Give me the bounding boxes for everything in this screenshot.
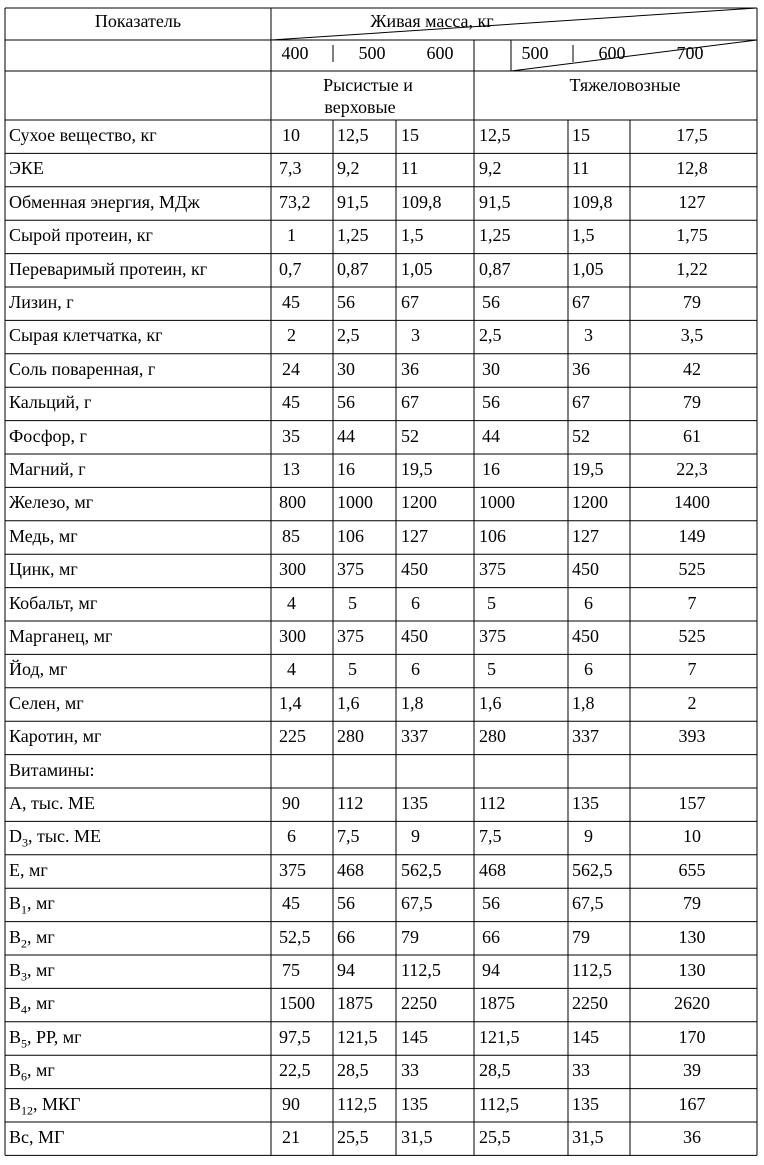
- table-cell: 25,5: [337, 1127, 369, 1147]
- row-label-tail: , мг: [27, 893, 55, 914]
- table-cell: 56: [337, 292, 355, 312]
- row-label: [9, 794, 95, 812]
- indicator-header: Показатель: [94, 11, 182, 31]
- table-cell: 12,5: [337, 125, 369, 145]
- table-cell: 19,5: [572, 459, 604, 479]
- row-label-text: В: [9, 1093, 22, 1114]
- table-cell: 24: [282, 358, 300, 379]
- table-cell: 0,87: [337, 258, 369, 279]
- table-cell: 21: [282, 1127, 300, 1147]
- table-cell: 22,5: [279, 1060, 311, 1081]
- table-cell: 15: [572, 125, 590, 145]
- table-cell: 121,5: [479, 1026, 520, 1047]
- table-cell: 109,8: [572, 191, 613, 212]
- table-cell: 121,5: [337, 1026, 378, 1047]
- table-cell: 5: [348, 592, 357, 613]
- table-cell: 1500: [279, 993, 315, 1014]
- table-cell: 73,2: [279, 191, 311, 212]
- table-cell: 170: [678, 1026, 706, 1047]
- row-label: [9, 126, 157, 144]
- row-label-text: Фосфор, г: [9, 425, 87, 446]
- table-cell: 4: [287, 659, 296, 680]
- table-cell: 79: [683, 893, 701, 914]
- table-cell: 90: [282, 793, 300, 813]
- table-cell: 0,7: [279, 258, 302, 279]
- table-cell: 79: [683, 292, 701, 312]
- table-cell: 2: [687, 692, 697, 713]
- row-label-text: D: [9, 826, 22, 847]
- table-cell: 1000: [337, 492, 373, 513]
- row-label: [9, 1128, 64, 1146]
- table-cell: 28,5: [337, 1060, 369, 1081]
- row-label-tail: , тыс. МЕ: [28, 826, 101, 847]
- table-cell: 562,5: [572, 859, 613, 880]
- table-cell: 7,5: [337, 826, 360, 847]
- table-cell: 7,5: [479, 826, 502, 847]
- table-cell: 91,5: [337, 191, 369, 212]
- table-cell: 85: [282, 525, 300, 546]
- table-cell: 2,5: [479, 325, 502, 346]
- row-label-text: Цинк, мг: [9, 559, 78, 580]
- table-cell: 1,6: [337, 692, 360, 713]
- table-cell: 800: [279, 492, 306, 513]
- table-cell: 30: [337, 358, 355, 379]
- row-label: [9, 193, 200, 211]
- row-label-subscript: 5: [21, 1036, 28, 1051]
- table-cell: 1,5: [572, 225, 595, 246]
- table-cell: 3: [411, 325, 420, 346]
- row-label: [9, 694, 84, 712]
- table-cell: 127: [401, 525, 428, 546]
- row-label-tail: , мг: [27, 926, 55, 947]
- table-cell: 525: [678, 559, 706, 580]
- table-cell: 9,2: [479, 158, 502, 179]
- row-label-text: В: [9, 893, 22, 914]
- table-cell: 225: [279, 726, 306, 747]
- row-label: [9, 894, 55, 916]
- table-cell: 35: [282, 425, 300, 446]
- table-cell: 167: [678, 1093, 706, 1114]
- table-cell: 127: [678, 191, 706, 212]
- row-label-text: Кобальт, мг: [9, 592, 98, 613]
- table-cell: 6: [411, 592, 420, 613]
- row-label: [9, 493, 93, 511]
- row-label: [9, 827, 101, 849]
- table-cell: 135: [572, 793, 599, 813]
- row-label: [9, 560, 78, 578]
- row-label-tail: , РР, мг: [27, 1026, 82, 1047]
- table-cell: 450: [572, 559, 599, 580]
- table-cell: 300: [279, 626, 306, 646]
- weight-500-header: 500: [358, 43, 386, 63]
- row-label-text: В: [9, 926, 22, 947]
- row-label-text: Вс, МГ: [9, 1127, 65, 1147]
- table-cell: 79: [401, 926, 419, 947]
- row-label-subscript: 4: [21, 1002, 28, 1017]
- row-label: [9, 928, 55, 950]
- table-cell: 468: [337, 859, 364, 880]
- table-cell: 450: [401, 559, 428, 580]
- table-cell: 130: [678, 926, 706, 947]
- row-label-subscript: 3: [22, 835, 28, 850]
- table-cell: 337: [572, 726, 599, 747]
- row-label-text: Медь, мг: [9, 525, 78, 546]
- table-cell: 1,4: [279, 692, 302, 713]
- table-cell: 52: [572, 425, 590, 446]
- table-cell: 145: [401, 1026, 428, 1047]
- table-cell: 337: [401, 726, 428, 747]
- row-label-text: Железо, мг: [9, 492, 94, 513]
- table-cell: 11: [572, 158, 590, 179]
- table-cell: 67: [401, 392, 419, 413]
- table-cell: 9: [411, 826, 420, 847]
- row-label-text: Соль поваренная, г: [9, 358, 156, 379]
- table-cell: 1,75: [676, 225, 708, 246]
- table-cell: 79: [683, 392, 701, 413]
- weight-600-heavy-header: 600: [598, 43, 626, 63]
- table-cell: 6: [584, 659, 593, 680]
- row-label: [9, 527, 78, 545]
- row-label: [9, 226, 153, 244]
- table-cell: 12,5: [479, 125, 511, 145]
- row-label: [9, 1061, 55, 1083]
- table-cell: 6: [411, 659, 420, 680]
- table-cell: 655: [678, 859, 706, 880]
- table-cell: 56: [482, 392, 500, 413]
- table-cell: 45: [282, 292, 300, 312]
- table-cell: 112,5: [337, 1093, 377, 1114]
- table-cell: 106: [337, 525, 364, 546]
- row-label: [9, 326, 162, 344]
- row-label-text: Йод, мг: [9, 659, 68, 680]
- table-cell: 112: [337, 793, 364, 813]
- table-cell: 94: [337, 960, 355, 980]
- row-label-text: В: [9, 993, 22, 1014]
- table-cell: 135: [572, 1093, 599, 1114]
- table-cell: 15: [401, 125, 419, 145]
- table-cell: 66: [337, 926, 355, 947]
- row-label-text: Витамины:: [9, 759, 95, 780]
- table-cell: 1875: [337, 993, 373, 1014]
- row-label-subscript: 3: [21, 969, 28, 984]
- table-cell: 56: [337, 392, 355, 413]
- weight-700-heavy-header: 700: [676, 43, 704, 63]
- table-cell: 13: [282, 459, 300, 479]
- table-cell: 67: [401, 292, 419, 312]
- table-cell: 109,8: [401, 191, 442, 212]
- table-cell: 10: [282, 125, 300, 145]
- table-cell: 56: [337, 893, 355, 914]
- table-cell: 75: [282, 960, 300, 980]
- table-cell: 6: [287, 826, 296, 847]
- table-cell: 280: [337, 726, 364, 747]
- table-cell: 45: [282, 893, 300, 914]
- row-label-subscript: 2: [21, 936, 28, 951]
- table-cell: 5: [487, 659, 496, 680]
- table-cell: 36: [683, 1127, 701, 1147]
- table-cell: 1,5: [401, 225, 424, 246]
- row-label: [9, 159, 44, 177]
- table-cell: 12,8: [676, 158, 708, 179]
- table-cell: 79: [572, 926, 590, 947]
- table-cell: 17,5: [676, 125, 708, 145]
- table-cell: 16: [337, 459, 355, 479]
- table-cell: 67,5: [401, 893, 433, 914]
- table-cell: 67,5: [572, 893, 604, 914]
- row-label: [9, 761, 94, 779]
- row-label-text: Сухое вещество, кг: [9, 125, 157, 145]
- table-cell: 525: [678, 626, 706, 646]
- table-cell: 450: [572, 626, 599, 646]
- table-cell: 52: [401, 425, 419, 446]
- table-cell: 5: [487, 592, 496, 613]
- table-cell: 28,5: [479, 1060, 511, 1081]
- table-cell: 36: [401, 358, 419, 379]
- table-cell: 45: [282, 392, 300, 413]
- table-cell: 44: [482, 425, 500, 446]
- table-cell: 31,5: [401, 1127, 433, 1147]
- table-cell: 56: [482, 292, 500, 312]
- row-label-subscript: 12: [21, 1103, 34, 1118]
- table-cell: 135: [401, 1093, 428, 1114]
- table-cell: 7: [687, 592, 697, 613]
- table-cell: 10: [683, 826, 701, 847]
- row-label: [9, 460, 86, 478]
- table-cell: 1200: [572, 492, 608, 513]
- table-cell: 9: [584, 826, 593, 847]
- row-label-text: Сырая клетчатка, кг: [9, 325, 163, 346]
- row-label-text: Обменная энергия, МДж: [9, 191, 200, 212]
- row-label-tail: , мг: [27, 993, 55, 1014]
- table-cell: 2620: [674, 993, 710, 1014]
- table-cell: 33: [572, 1060, 590, 1081]
- table-cell: 52,5: [279, 926, 311, 947]
- table-cell: 39: [683, 1060, 701, 1081]
- row-label-tail: , мг: [27, 1060, 55, 1081]
- table-cell: 375: [337, 626, 364, 646]
- table-cell: 280: [479, 726, 506, 747]
- row-label-text: Каротин, мг: [9, 726, 102, 747]
- table-cell: 91,5: [479, 191, 511, 212]
- row-label: [9, 260, 207, 278]
- row-label-text: ЭКЕ: [9, 158, 44, 179]
- table-cell: 0,87: [479, 258, 511, 279]
- table-cell: 33: [401, 1060, 419, 1081]
- table-cell: 112: [479, 793, 506, 813]
- table-cell: 6: [584, 592, 593, 613]
- row-label-text: Селен, мг: [9, 692, 84, 713]
- trotter-riding-header-2: верховые: [324, 97, 396, 117]
- row-label: [9, 727, 101, 745]
- table-cell: 157: [678, 793, 706, 813]
- row-label-text: В: [9, 1060, 22, 1081]
- weight-400-header: 400: [281, 43, 309, 63]
- table-cell: 7: [687, 659, 697, 680]
- table-cell: 375: [479, 626, 506, 646]
- row-label: [9, 1095, 80, 1117]
- table-cell: 1400: [674, 492, 710, 513]
- table-cell: 1200: [401, 492, 437, 513]
- table-cell: 30: [482, 358, 500, 379]
- table-cell: 67: [572, 392, 590, 413]
- table-cell: 106: [479, 525, 506, 546]
- table-cell: 1,22: [676, 258, 708, 279]
- table-cell: 25,5: [479, 1127, 511, 1147]
- table-cell: 1000: [479, 492, 515, 513]
- table-cell: 127: [572, 525, 599, 546]
- table-cell: 2250: [572, 993, 608, 1014]
- table-cell: 562,5: [401, 859, 442, 880]
- table-cell: 67: [572, 292, 590, 312]
- table-cell: 90: [282, 1093, 300, 1114]
- table-cell: 19,5: [401, 459, 433, 479]
- table-cell: 22,3: [676, 459, 708, 479]
- row-label-text: Переваримый протеин, кг: [9, 258, 208, 279]
- row-label-text: А, тыс. МЕ: [9, 793, 95, 813]
- row-label-text: Марганец, мг: [9, 626, 113, 646]
- table-cell: 3: [584, 325, 593, 346]
- table-cell: 1,25: [479, 225, 511, 246]
- table-cell: 1,6: [479, 692, 502, 713]
- row-label: [9, 994, 55, 1016]
- live-mass-header: Живая масса, кг: [370, 11, 494, 31]
- table-cell: 42: [683, 358, 701, 379]
- row-label: [9, 861, 48, 879]
- row-label-tail: , мг: [27, 960, 55, 980]
- row-label-text: В: [9, 960, 22, 980]
- table-cell: 94: [482, 960, 500, 980]
- trotter-riding-header: Рысистые и: [323, 75, 413, 95]
- weight-500-heavy-header: 500: [521, 43, 549, 63]
- weight-600-header: 600: [426, 43, 454, 63]
- table-cell: 2,5: [337, 325, 360, 346]
- row-label-subscript: 6: [21, 1069, 28, 1084]
- row-label: [9, 961, 55, 983]
- table-cell: 1875: [479, 993, 515, 1014]
- table-cell: 4: [287, 592, 296, 613]
- row-label: [9, 393, 91, 411]
- table-cell: 112,5: [401, 960, 441, 980]
- table-cell: 1,8: [572, 692, 595, 713]
- row-label: [9, 360, 155, 378]
- table-cell: 145: [572, 1026, 599, 1047]
- table-cell: 2: [287, 325, 296, 346]
- row-label: [9, 594, 97, 612]
- table-cell: 56: [482, 893, 500, 914]
- row-label-text: Магний, г: [9, 459, 86, 479]
- table-cell: 1,05: [572, 258, 604, 279]
- table-cell: 61: [683, 425, 701, 446]
- heavy-draft-header: Тяжеловозные: [569, 75, 681, 95]
- row-label: [9, 660, 67, 678]
- table-cell: 36: [572, 358, 590, 379]
- table-cell: 16: [482, 459, 500, 479]
- table-cell: 31,5: [572, 1127, 604, 1147]
- table-cell: 66: [482, 926, 500, 947]
- table-cell: 11: [401, 158, 419, 179]
- row-label-subscript: 1: [21, 902, 28, 917]
- table-cell: 130: [678, 960, 706, 980]
- table-cell: 468: [479, 859, 506, 880]
- table-cell: 450: [401, 626, 428, 646]
- table-cell: 2250: [401, 993, 437, 1014]
- table-cell: 9,2: [337, 158, 360, 179]
- row-label-tail: , МКГ: [33, 1093, 81, 1114]
- table-cell: 5: [348, 659, 357, 680]
- table-cell: 44: [337, 425, 355, 446]
- table-cell: 375: [337, 559, 364, 580]
- table-cell: 112,5: [479, 1093, 519, 1114]
- row-label-text: Сырой протеин, кг: [9, 225, 153, 246]
- table-cell: 149: [678, 525, 706, 546]
- row-label: [9, 1028, 82, 1050]
- header-diagonal-line: [271, 8, 757, 40]
- table-cell: 300: [279, 559, 306, 580]
- table-cell: 97,5: [279, 1026, 311, 1047]
- table-cell: 1,8: [401, 692, 424, 713]
- table-cell: 7,3: [279, 158, 302, 179]
- table-cell: 1,05: [401, 258, 433, 279]
- row-label: [9, 427, 87, 445]
- table-cell: 1,25: [337, 225, 369, 246]
- table-cell: 375: [479, 559, 506, 580]
- table-cell: 135: [401, 793, 428, 813]
- table-cell: 393: [678, 726, 706, 747]
- row-label: [9, 627, 112, 645]
- table-cell: 112,5: [572, 960, 612, 980]
- row-label-text: В: [9, 1026, 22, 1047]
- row-label-text: Лизин, г: [9, 292, 74, 312]
- row-label-text: Е, мг: [9, 859, 48, 880]
- row-label-text: Кальций, г: [9, 392, 92, 413]
- table-cell: 1: [287, 225, 296, 246]
- row-label: [9, 293, 74, 311]
- table-cell: 3,5: [680, 325, 704, 346]
- table-cell: 375: [279, 859, 306, 880]
